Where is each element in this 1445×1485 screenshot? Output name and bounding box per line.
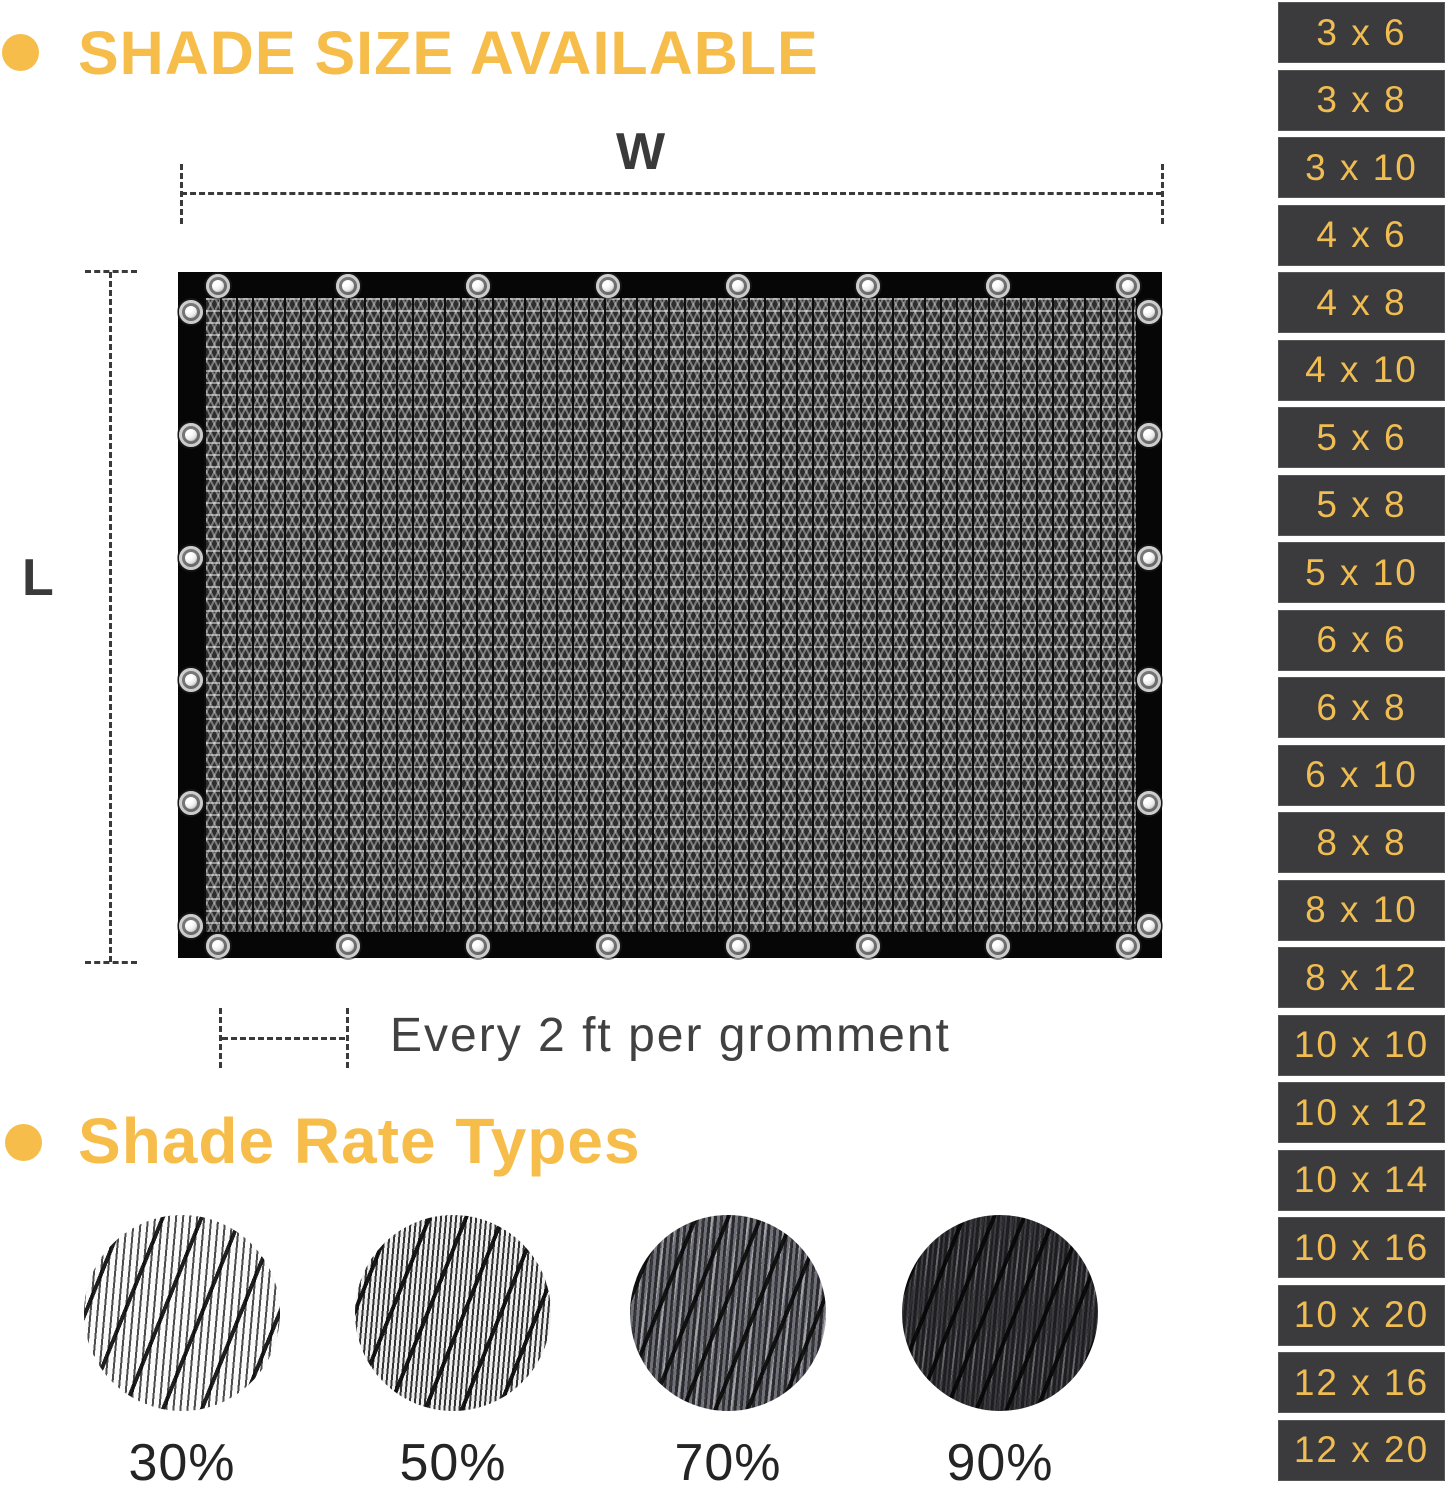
grommet-icon [1137,546,1161,570]
length-dimension-line [109,272,112,962]
shade-rate-item [355,1215,551,1485]
bullet-icon [2,34,39,71]
size-section-title: SHADE SIZE AVAILABLE [78,19,819,87]
size-chip: 8 x 10 [1278,880,1445,941]
shade-rate-label: 70% [674,1434,782,1485]
grommet-icon [986,274,1010,298]
grommet-spacing-right-tick [346,1008,349,1068]
grommet-icon [466,274,490,298]
grommet-spacing-line [222,1037,345,1040]
grommet-icon [726,274,750,298]
size-chip: 6 x 8 [1278,677,1445,738]
shade-rate-label: 50% [399,1434,507,1485]
mesh-sample-circle [630,1215,826,1411]
rate-section-title: Shade Rate Types [78,1105,641,1177]
size-chip: 6 x 10 [1278,745,1445,806]
size-chip: 12 x 20 [1278,1420,1445,1481]
size-chip: 10 x 16 [1278,1217,1445,1278]
size-chip: 12 x 16 [1278,1352,1445,1413]
grommet-icon [206,274,230,298]
shade-rate-label: 30% [128,1434,236,1485]
grommet-icon [336,934,360,958]
grommet-icon [206,934,230,958]
grommet-icon [179,914,203,938]
length-dimension-bottom-tick [85,961,137,964]
mesh-sample-circle [355,1215,551,1411]
shade-rate-item [84,1215,280,1485]
shade-rate-item [630,1215,826,1485]
size-list [1278,2,1445,1481]
grommet-icon [336,274,360,298]
grommet-note: Every 2 ft per gromment [390,1009,951,1062]
grommet-icon [179,423,203,447]
size-chip: 8 x 12 [1278,947,1445,1008]
width-dimension-right-tick [1161,164,1164,224]
grommet-icon [726,934,750,958]
shade-net-diagram [178,272,1162,958]
grommet-icon [466,934,490,958]
size-chip: 5 x 6 [1278,407,1445,468]
size-chip: 3 x 8 [1278,70,1445,131]
size-chip: 8 x 8 [1278,812,1445,873]
grommet-icon [1137,300,1161,324]
size-chip: 10 x 12 [1278,1082,1445,1143]
width-dimension-line [181,192,1162,195]
shade-rate-label: 90% [946,1434,1054,1485]
grommet-icon [179,300,203,324]
size-chip: 3 x 10 [1278,137,1445,198]
grommet-icon [179,546,203,570]
size-chip: 10 x 20 [1278,1285,1445,1346]
grommet-icon [1137,914,1161,938]
length-dimension-label: L [22,549,54,607]
size-chip: 3 x 6 [1278,2,1445,63]
grommet-icon [596,274,620,298]
size-chip: 4 x 10 [1278,340,1445,401]
length-dimension-top-tick [85,270,137,273]
grommet-icon [596,934,620,958]
mesh-sample-circle [902,1215,1098,1411]
width-dimension-label: W [616,123,666,181]
grommet-icon [986,934,1010,958]
size-chip: 4 x 6 [1278,205,1445,266]
grommet-icon [1116,934,1140,958]
size-chip: 6 x 6 [1278,610,1445,671]
size-chip: 10 x 10 [1278,1015,1445,1076]
grommet-icon [1137,423,1161,447]
width-dimension-left-tick [180,164,183,224]
bullet-icon [5,1124,42,1161]
grommet-icon [856,934,880,958]
grommet-icon [1116,274,1140,298]
mesh-sample-circle [84,1215,280,1411]
grommet-icon [179,791,203,815]
size-chip: 4 x 8 [1278,272,1445,333]
grommet-icon [856,274,880,298]
size-chip: 10 x 14 [1278,1150,1445,1211]
mesh-texture [204,298,1136,932]
size-chip: 5 x 10 [1278,542,1445,603]
grommet-icon [1137,791,1161,815]
shade-rate-item [902,1215,1098,1485]
size-chip: 5 x 8 [1278,475,1445,536]
